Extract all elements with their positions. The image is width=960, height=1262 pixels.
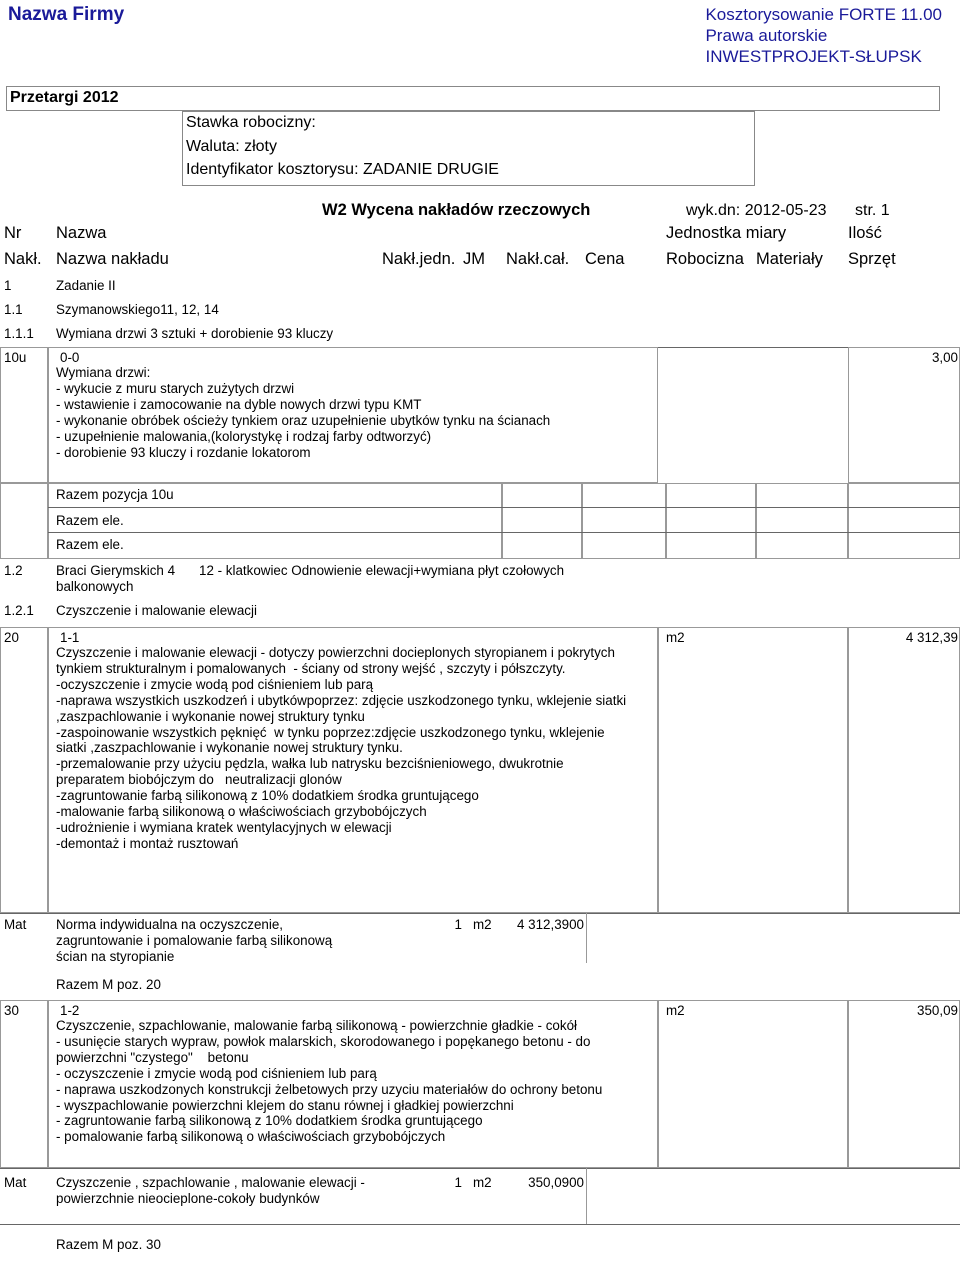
resource-total: 4 312,3900 [516,917,584,932]
position-quantity: 3,00 [931,350,958,365]
page-number: str. 1 [855,202,890,219]
position-frame [848,1000,960,1168]
col-price: Cena [585,250,625,268]
col-name: Nazwa [56,224,107,242]
resource-unit-norm: 1 [454,1175,462,1190]
col-labor: Robocizna [666,250,744,268]
col-qty: Ilość [848,224,882,242]
labor-rate: Stawka robocizny: [186,114,316,131]
software-name: Kosztorysowanie FORTE 11.00 [705,5,942,24]
tree-num: 1.2 [4,563,23,578]
position-quantity: 350,09 [917,1003,958,1018]
position-frame [848,347,960,483]
row-separator [0,913,960,914]
position-description: Wymiana drzwi: - wykucie z muru starych zużytych drzwi - wstawienie i zamocowanie na dyble nowych drzwi typu KMT - wykonanie obróbek ościeży tynkiem oraz uzupełnienie ubytków tynku na ścianach - uzupełnienie malowania,(kolorystykę i rodzaj farby odtworzyć) - dorobienie 93 kluczy i rozdanie lokatorom [56,365,551,460]
position-number: 20 [4,630,19,645]
col-equipment: Sprzęt [848,250,896,268]
resource-jm: m2 [473,917,492,932]
summary-cell [0,483,48,559]
position-frame [48,627,658,913]
copyright: Prawa autorskie [705,26,828,45]
col-jm: JM [463,250,485,268]
print-date: wyk.dn: 2012-05-23 [686,202,827,219]
report-title: W2 Wycena nakładów rzeczowych [322,201,591,219]
position-frame [48,347,658,483]
owner: INWESTPROJEKT-SŁUPSK [705,47,922,66]
col-materials: Materiały [756,250,823,268]
position-code: 0-0 [60,350,80,365]
summary-cell [666,483,756,559]
position-frame [48,1000,658,1168]
tree-name: Wymiana drzwi 3 sztuki + dorobienie 93 kluczy [56,326,334,341]
resource-type: Mat [4,1175,27,1190]
estimate-id: Identyfikator kosztorysu: ZADANIE DRUGIE [186,161,499,178]
resource-divider [586,913,587,963]
summary-cell [582,483,666,559]
software-block [705,4,942,67]
summary-cell [502,483,582,559]
position-code: 1-1 [60,630,80,645]
sum-element: Razem ele. [56,513,124,528]
tree-name: Zadanie II [56,278,116,293]
position-frame [658,1000,848,1168]
position-frame [0,1000,48,1168]
tender-title: Przetargi 2012 [10,89,119,106]
col-total-norm: Nakł.cał. [506,250,570,268]
summary-cell [848,483,960,559]
resource-divider [586,1168,587,1224]
resource-jm: m2 [473,1175,492,1190]
row-separator [48,532,960,533]
position-unit: m2 [666,1003,685,1018]
tree-name: Czyszczenie i malowanie elewacji [56,603,257,618]
col-nakl: Nakł. [4,250,42,268]
col-unit: Jednostka miary [666,224,787,242]
tender-box [6,86,940,111]
resource-name: Czyszczenie , szpachlowanie , malowanie elewacji - powierzchnie nieocieplone-cokoły budynków [56,1175,365,1206]
currency: Waluta: złoty [186,138,277,155]
row-separator [0,1168,960,1169]
tree-name: Szymanowskiego11, 12, 14 [56,302,219,317]
position-frame [848,627,960,913]
firm-name: Nazwa Firmy [8,4,125,25]
position-number: 30 [4,1003,19,1018]
sum-resources: Razem M poz. 20 [56,977,161,992]
tree-num: 1.1.1 [4,326,34,341]
row-separator [0,1224,960,1225]
tree-num: 1.1 [4,302,23,317]
row-separator [48,507,960,508]
position-description: Czyszczenie i malowanie elewacji - dotyczy powierzchni docieplonych styropianem i pokrytych tynkiem strukturalnym i pomalowanych - ściany od strony wejść , szczyty i półszczyty. -oczyszczenie i zmycie wodą pod ciśnieniem lub parą -naprawa wszystkich uszkodzeń i ubytkówpoprzez: zdjęcie uszkodzonego tynku, wklejenie siatki ,zaszpachlowanie i wykonanie nowej struktury tynku -zaspoinowanie wszystkich pęknięć w tynku poprzez:zdjęcie uszkodzonego tynku, wklejenie siatki ,zaszpachlowanie i wykonanie nowej struktury tynku. -przemalowanie przy użyciu pędzla, wałka lub natrysku bezciśnieniowego, dwukrotnie preparatem biobójczym do neutralizacji glonów -zagruntowanie farbą silikonową z 10% dodatkiem środka gruntującego -malowanie farbą silikonową o właściwościach grzybobójczych -udrożnienie i wymiana kratek wentylacyjnych w elewacji -demontaż i montaż rusztowań [56,645,627,851]
position-frame [0,347,48,483]
col-resource-name: Nazwa nakładu [56,250,169,268]
sum-element: Razem ele. [56,537,124,552]
position-frame [658,627,848,913]
tree-description: 12 - klatkowiec Odnowienie elewacji+wymiana płyt czołowych [199,563,565,578]
position-unit: m2 [666,630,685,645]
position-number: 10u [4,350,27,365]
resource-total: 350,0900 [528,1175,584,1190]
sum-position: Razem pozycja 10u [56,487,174,502]
summary-cell [756,483,848,559]
sum-resources: Razem M poz. 30 [56,1237,161,1252]
resource-unit-norm: 1 [454,917,462,932]
position-code: 1-2 [60,1003,80,1018]
resource-type: Mat [4,917,27,932]
col-nr: Nr [4,224,22,242]
resource-name: Norma indywidualna na oczyszczenie, zagruntowanie i pomalowanie farbą silikonową ścian na styropianie [56,917,333,964]
tree-num: 1.2.1 [4,603,34,618]
position-quantity: 4 312,39 [905,630,958,645]
position-description: Czyszczenie, szpachlowanie, malowanie farbą silikonową - powierzchnie gładkie - cokół - usunięcie starych wypraw, powłok malarskich, skorodowanego i popękanego betonu - do powierzchni "czystego" betonu - oczyszczenie i zmycie wodą pod ciśnieniem lub parą - naprawa uszkodzonych konstrukcji żelbetowych przy uzyciu materiałów do ochrony betonu - wyszpachlowanie powierzchni klejem do stanu równej i gładkiej powierzchni - zagruntowanie farbą silikonową z 10% dodatkiem środka gruntującego - pomalowanie farbą silikonową o właściwościach grzybobójczych [56,1018,603,1145]
col-unit-norm: Nakł.jedn. [382,250,456,268]
position-frame [0,627,48,913]
tree-num: 1 [4,278,12,293]
tree-name: Braci Gierymskich 4 balkonowych [56,563,176,594]
